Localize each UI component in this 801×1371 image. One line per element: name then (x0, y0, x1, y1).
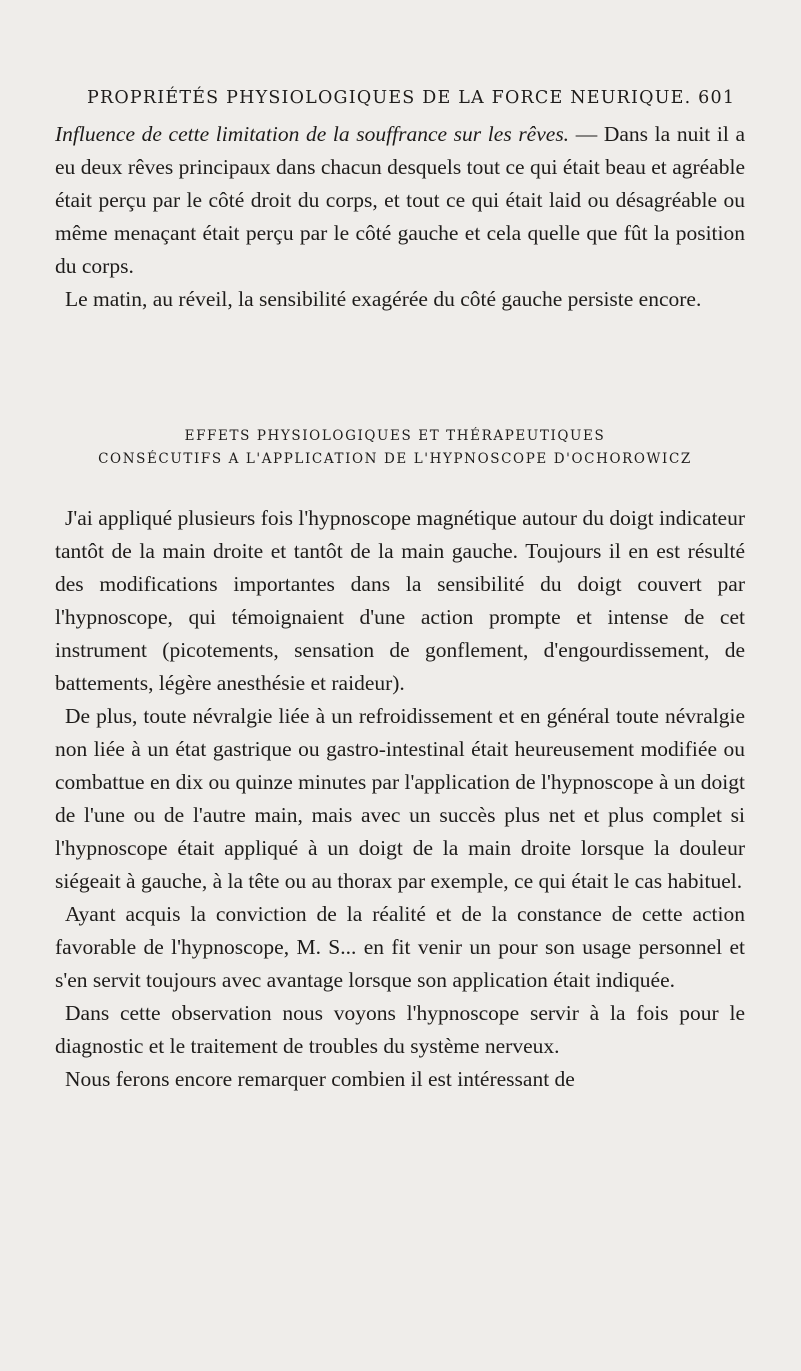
paragraph: Nous ferons encore remarquer combien il est intéressant de (65, 1067, 575, 1091)
paragraph: De plus, toute névralgie liée à un refroidissement et en général toute névralgie non liée à un état gastrique ou gastro-intestinal était heureusement modifiée ou combattue en dix ou quinze minutes par l'application de l'hypnoscope à un doigt de l'une ou de l'autre main, mais avec un succès plus net et plus complet si l'hypnoscope était appliqué à un doigt de la main droite lorsque la douleur siégeait à gauche, à la tête ou au thorax par exemple, ce qui était le cas habituel. (55, 704, 745, 893)
title-dash: — (569, 122, 604, 146)
paragraph: Dans cette observation nous voyons l'hypnoscope servir à la fois pour le diagnostic et le traitement de troubles du système nerveux. (55, 1001, 745, 1058)
section-heading-line-1: EFFETS PHYSIOLOGIQUES ET THÉRAPEUTIQUES (184, 428, 606, 444)
section-title: Influence de cette limitation de la souffrance sur les rêves. (55, 122, 570, 146)
paragraph-dreams (55, 118, 745, 283)
running-head: PROPRIÉTÉS PHYSIOLOGIQUES DE LA FORCE NEURIQUE. 601 (87, 88, 736, 108)
section-heading-line-2: CONSÉCUTIFS A L'APPLICATION DE L'HYPNOSCOPE D'OCHOROWICZ (98, 451, 692, 467)
section-dreams (55, 118, 745, 316)
section-hypnoscope (55, 502, 745, 1096)
paragraph-text: Dans la nuit il a eu deux rêves principaux dans chacun desquels tout ce qui était beau et agréable était perçu par le côté droit du corps, et tout ce qui était laid ou désagréable ou même menaçant était perçu par le côté gauche et cela quelle que fût la position du corps. (55, 122, 746, 278)
paragraph: Ayant acquis la conviction de la réalité et de la constance de cette action favorable de l'hypnoscope, M. S... en fit venir un pour son usage personnel et s'en servit toujours avec avantage lorsque son application était indiquée. (55, 902, 745, 992)
paragraph: J'ai appliqué plusieurs fois l'hypnoscope magnétique autour du doigt indicateur tantôt de la main droite et tantôt de la main gauche. Toujours il en est résulté des modifications importantes dans la sensibilité du doigt couvert par l'hypnoscope, qui témoignaient d'une action prompte et intense de cet instrument (picotements, sensation de gonflement, d'engourdissement, de battements, légère anesthésie et raideur). (55, 506, 745, 695)
paragraph-morning: Le matin, au réveil, la sensibilité exagérée du côté gauche persiste encore. (65, 287, 702, 311)
